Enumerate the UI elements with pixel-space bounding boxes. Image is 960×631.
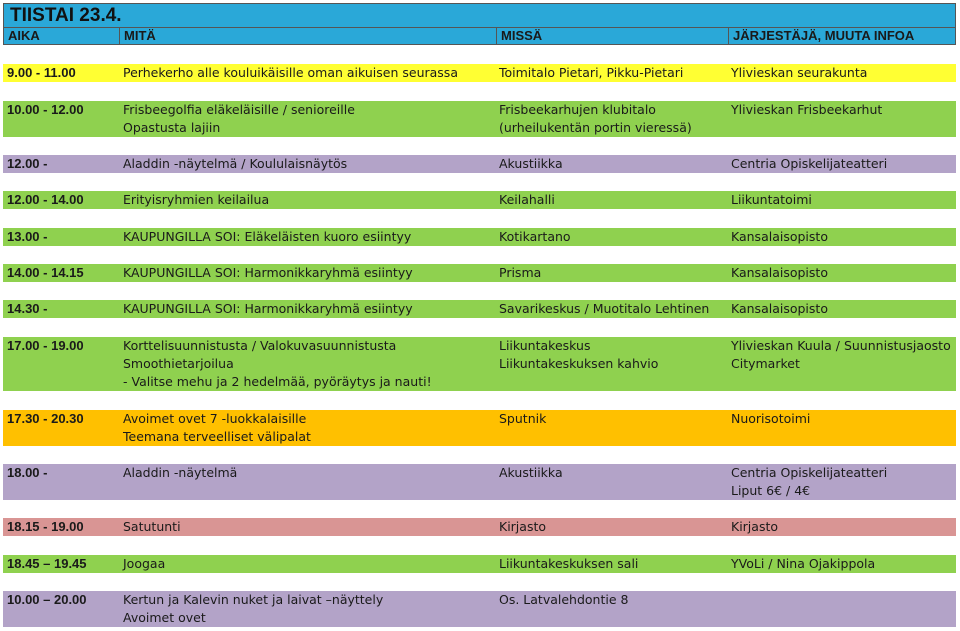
table-row [3, 337, 956, 391]
event-cell-line: KAUPUNGILLA SOI: Harmonikkaryhmä esiintyy [123, 265, 413, 280]
location-cell [499, 591, 628, 609]
organizer-cell [731, 555, 875, 573]
organizer-cell [731, 464, 887, 500]
event-cell [123, 300, 413, 318]
time-cell: 18.45 – 19.45 [7, 556, 87, 571]
location-cell-line: Sputnik [499, 411, 547, 426]
location-cell [499, 101, 692, 137]
time-cell: 17.30 - 20.30 [7, 411, 84, 426]
event-cell-line: Aladdin -näytelmä [123, 465, 238, 480]
organizer-cell-line: Centria Opiskelijateatteri [731, 156, 888, 171]
event-cell-line: Teemana terveelliset välipalat [123, 429, 311, 444]
event-cell [123, 555, 165, 573]
organizer-cell [731, 518, 778, 536]
event-cell-line: Kertun ja Kalevin nuket ja laivat –näyttely [123, 592, 384, 607]
table-row [3, 591, 956, 627]
organizer-cell-line: Ylivieskan Frisbeekarhut [731, 102, 883, 117]
event-cell-line: Avoimet ovet 7 -luokkalaisille [123, 411, 307, 426]
table-header [3, 28, 956, 45]
event-cell-line: Opastusta lajiin [123, 120, 221, 135]
organizer-cell-line: Liput 6€ / 4€ [731, 483, 811, 498]
time-cell: 12.00 - [7, 156, 48, 171]
organizer-cell [731, 155, 887, 173]
event-cell [123, 337, 432, 391]
location-cell [499, 155, 563, 173]
table-row [3, 264, 956, 282]
time-cell: 17.00 - 19.00 [7, 338, 84, 353]
organizer-cell-line: Citymarket [731, 356, 800, 371]
organizer-cell [731, 64, 867, 82]
event-cell-line: Erityisryhmien keilailua [123, 192, 270, 207]
organizer-cell [731, 101, 882, 119]
table-row [3, 300, 956, 318]
organizer-cell-line: Ylivieskan seurakunta [731, 65, 868, 80]
event-cell [123, 464, 237, 482]
event-cell-line: KAUPUNGILLA SOI: Harmonikkaryhmä esiintyy [123, 301, 413, 316]
table-row [3, 101, 956, 137]
location-cell [499, 464, 563, 482]
location-cell-line: Kotikartano [499, 229, 571, 244]
table-row [3, 64, 956, 82]
time-cell: 18.00 - [7, 465, 48, 480]
location-cell [499, 300, 709, 318]
event-cell-line: Satutunti [123, 519, 181, 534]
organizer-cell-line: Kansalaisopisto [731, 265, 828, 280]
organizer-cell-line: Kansalaisopisto [731, 301, 828, 316]
header-where: MISSÄ [496, 28, 542, 44]
location-cell [499, 264, 541, 282]
event-cell-line: Joogaa [123, 556, 166, 571]
page-title: TIISTAI 23.4. [3, 3, 956, 28]
organizer-cell-line: YVoLi / Nina Ojakippola [731, 556, 876, 571]
event-cell-line: Aladdin -näytelmä / Koululaisnäytös [123, 156, 348, 171]
event-cell-line: Perhekerho alle kouluikäisille oman aikuisen seurassa [123, 65, 458, 80]
organizer-cell [731, 191, 812, 209]
location-cell-line: (urheilukentän portin vieressä) [499, 120, 692, 135]
event-cell-line: Korttelisuunnistusta / Valokuvasuunnistusta [123, 338, 397, 353]
location-cell-line: Liikuntakeskuksen sali [499, 556, 639, 571]
table-row [3, 155, 956, 173]
table-row [3, 191, 956, 209]
event-cell [123, 591, 383, 627]
event-cell [123, 228, 411, 246]
time-cell: 13.00 - [7, 229, 48, 244]
location-cell-line: Liikuntakeskuksen kahvio [499, 356, 659, 371]
location-cell [499, 228, 571, 246]
location-cell [499, 410, 546, 428]
event-cell-line: Smoothietarjoilua [123, 356, 234, 371]
table-row [3, 228, 956, 246]
event-cell [123, 518, 181, 536]
organizer-cell-line: Ylivieskan Kuula / Suunnistusjaosto [731, 338, 951, 353]
event-cell [123, 64, 458, 82]
organizer-cell [731, 410, 810, 428]
time-cell: 10.00 – 20.00 [7, 592, 87, 607]
time-cell: 18.15 - 19.00 [7, 519, 84, 534]
location-cell [499, 64, 683, 82]
event-cell [123, 191, 269, 209]
location-cell [499, 337, 658, 373]
event-cell [123, 101, 355, 137]
event-cell-line: Avoimet ovet [123, 610, 206, 625]
header-what: MITÄ [119, 28, 156, 44]
location-cell [499, 518, 546, 536]
event-cell [123, 155, 347, 173]
organizer-cell-line: Centria Opiskelijateatteri [731, 465, 888, 480]
event-cell-line: Frisbeegolfia eläkeläisille / senioreille [123, 102, 355, 117]
event-cell [123, 264, 413, 282]
location-cell-line: Toimitalo Pietari, Pikku-Pietari [499, 65, 684, 80]
location-cell-line: Frisbeekarhujen klubitalo [499, 102, 656, 117]
time-cell: 9.00 - 11.00 [7, 65, 76, 80]
table-row [3, 555, 956, 573]
organizer-cell [731, 264, 828, 282]
location-cell [499, 555, 638, 573]
location-cell-line: Os. Latvalehdontie 8 [499, 592, 629, 607]
event-cell-line: - Valitse mehu ja 2 hedelmää, pyöräytys ja nauti! [123, 374, 432, 389]
organizer-cell-line: Kansalaisopisto [731, 229, 828, 244]
table-row [3, 518, 956, 536]
header-time: AIKA [8, 28, 40, 43]
header-organizer: JÄRJESTÄJÄ, MUUTA INFOA [728, 28, 914, 44]
time-cell: 10.00 - 12.00 [7, 102, 84, 117]
location-cell-line: Liikuntakeskus [499, 338, 591, 353]
time-cell: 14.00 - 14.15 [7, 265, 84, 280]
table-row [3, 464, 956, 500]
organizer-cell [731, 337, 951, 373]
location-cell-line: Savarikeskus / Muotitalo Lehtinen [499, 301, 710, 316]
organizer-cell [731, 300, 828, 318]
organizer-cell-line: Nuorisotoimi [731, 411, 811, 426]
location-cell-line: Kirjasto [499, 519, 547, 534]
location-cell-line: Akustiikka [499, 156, 563, 171]
location-cell-line: Prisma [499, 265, 542, 280]
time-cell: 12.00 - 14.00 [7, 192, 84, 207]
location-cell-line: Keilahalli [499, 192, 555, 207]
location-cell [499, 191, 555, 209]
location-cell-line: Akustiikka [499, 465, 563, 480]
event-cell-line: KAUPUNGILLA SOI: Eläkeläisten kuoro esiintyy [123, 229, 412, 244]
time-cell: 14.30 - [7, 301, 48, 316]
organizer-cell-line: Liikuntatoimi [731, 192, 812, 207]
event-cell [123, 410, 311, 446]
organizer-cell [731, 228, 828, 246]
organizer-cell-line: Kirjasto [731, 519, 779, 534]
table-row [3, 410, 956, 446]
